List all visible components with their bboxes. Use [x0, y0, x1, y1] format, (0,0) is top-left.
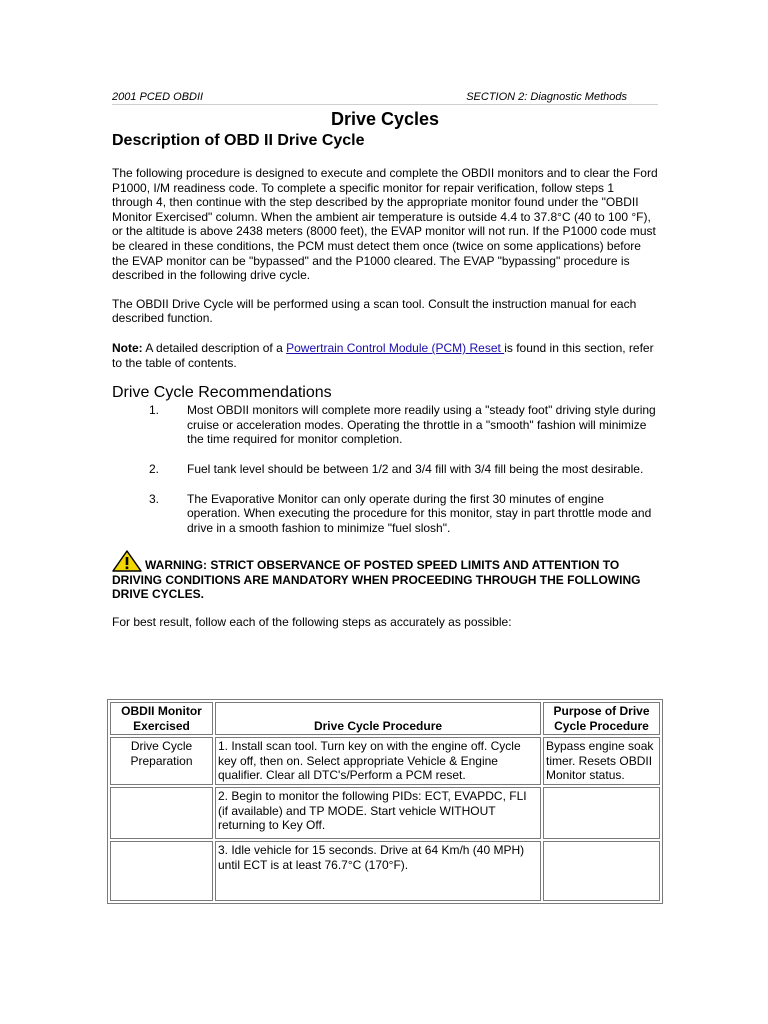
list-item	[112, 492, 658, 536]
table-row	[110, 841, 660, 901]
column-header-monitor: OBDII Monitor Exercised	[110, 702, 213, 735]
note-paragraph	[112, 341, 658, 370]
warning-block	[112, 550, 658, 602]
list-item-text: The Evaporative Monitor can only operate during the first 30 minutes of engine operation. When executing the procedure for this monitor, stay in part throttle mode and drive in a smooth fashion to minimize "fuel slosh".	[187, 491, 652, 535]
warning-text: WARNING: STRICT OBSERVANCE OF POSTED SPEED LIMITS AND ATTENTION TO DRIVING CONDITIONS ARE MANDATORY WHEN PROCEEDING THROUGH THE FOLLOWING DRIVE CYCLES.	[112, 558, 641, 602]
section-subtitle: Description of OBD II Drive Cycle	[112, 132, 365, 149]
list-item-text: Fuel tank level should be between 1/2 and 3/4 fill with 3/4 fill being the most desirable.	[187, 461, 644, 476]
header-left: 2001 PCED OBDII	[112, 91, 204, 103]
recommendations-heading: Drive Cycle Recommendations	[112, 384, 332, 402]
column-header-purpose: Purpose of Drive Cycle Procedure	[543, 702, 660, 735]
table-row	[110, 737, 660, 785]
note-before-link: A detailed description of a	[142, 340, 287, 355]
cell-purpose	[543, 787, 660, 839]
warning-triangle-icon	[112, 550, 142, 572]
list-item-text: Most OBDII monitors will complete more readily using a "steady foot" driving style during cruise or acceleration modes. Operating the throttle in a "smooth" fashion will minimize the time required for monitor completion.	[187, 403, 656, 447]
cell-monitor: Drive Cycle Preparation	[110, 737, 213, 785]
cell-monitor	[110, 787, 213, 839]
page-title: Drive Cycles	[330, 109, 440, 129]
table-row	[110, 787, 660, 839]
list-item-number: 3.	[149, 491, 160, 506]
note-after-link: is found in this section, refer to the table of contents.	[112, 340, 654, 370]
list-item-number: 2.	[149, 461, 160, 476]
cell-monitor	[110, 841, 213, 901]
recommendations-list	[112, 403, 658, 535]
list-item	[112, 403, 658, 447]
note-label: Note:	[112, 340, 143, 355]
intro-paragraph: The following procedure is designed to execute and complete the OBDII monitors and to clear the Ford P1000, I/M readiness code. To complete a specific monitor for repair verification, follow steps 1 through 4, then continue with the step described by the appropriate monitor found under the "OBDII Monitor Exercised" column. When the ambient air temperature is outside 4.4 to 37.8°C (40 to 100 °F), or the altitude is above 2438 meters (8000 feet), the EVAP monitor will not run. If the P1000 code must be cleared in these conditions, the PCM must detect them once (twice on some applications) before the EVAP monitor can be "bypassed" and the P1000 cleared. The EVAP "bypassing" procedure is described in the following drive cycle.	[112, 166, 658, 283]
page-header	[112, 90, 658, 105]
cell-procedure: 1. Install scan tool. Turn key on with the engine off. Cycle key off, then on. Select appropriate Vehicle & Engine qualifier. Clear all DTC's/Perform a PCM reset.	[215, 737, 541, 785]
best-result-paragraph: For best result, follow each of the following steps as accurately as possible:	[112, 615, 512, 630]
header-right: SECTION 2: Diagnostic Methods	[466, 91, 627, 103]
cell-procedure: 3. Idle vehicle for 15 seconds. Drive at 64 Km/h (40 MPH) until ECT is at least 76.7°C (170°F).	[215, 841, 541, 901]
cell-purpose: Bypass engine soak timer. Resets OBDII Monitor status.	[543, 737, 660, 785]
column-header-procedure: Drive Cycle Procedure	[215, 702, 541, 735]
drive-cycle-table	[107, 699, 663, 904]
cell-purpose	[543, 841, 660, 901]
scan-tool-paragraph: The OBDII Drive Cycle will be performed using a scan tool. Consult the instruction manual for each described function.	[112, 296, 637, 326]
document-page	[112, 90, 658, 630]
list-item-number: 1.	[149, 403, 160, 418]
table-header-row	[110, 702, 660, 735]
list-item	[112, 462, 658, 477]
cell-procedure: 2. Begin to monitor the following PIDs: ECT, EVAPDC, FLI (if available) and TP MODE. Start vehicle WITHOUT returning to Key Off.	[215, 787, 541, 839]
pcm-reset-link[interactable]: Powertrain Control Module (PCM) Reset	[286, 340, 505, 355]
